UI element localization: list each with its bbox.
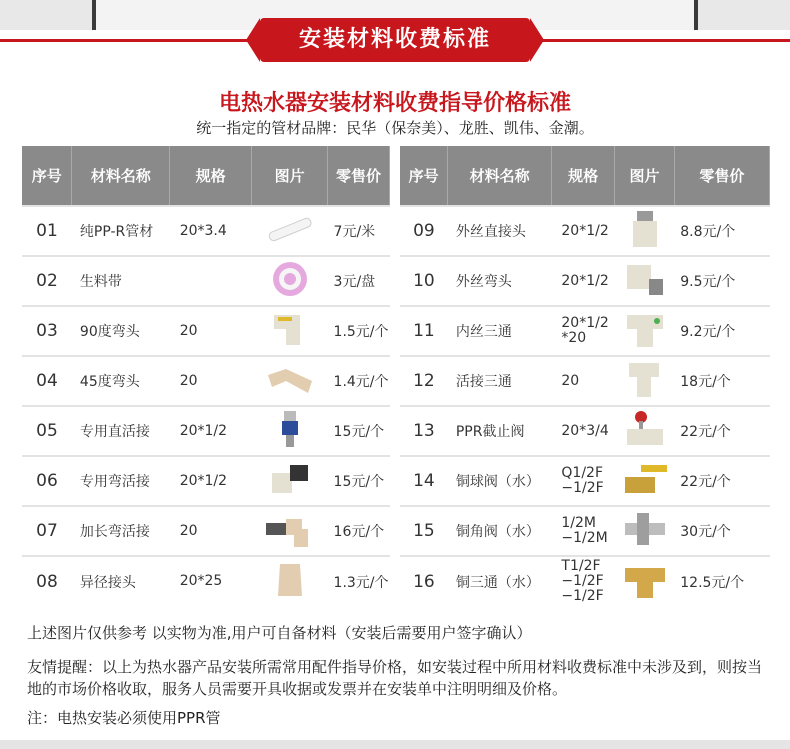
material-picture <box>615 456 674 506</box>
material-picture <box>615 306 674 356</box>
table-row <box>400 206 770 256</box>
table-row <box>22 206 390 256</box>
header-name: 材料名称 <box>72 146 170 206</box>
material-spec: 20 <box>170 506 252 556</box>
table-row <box>400 406 770 456</box>
material-picture <box>252 256 328 306</box>
header-price: 零售价 <box>328 146 390 206</box>
material-picture <box>252 506 328 556</box>
reference-note: 上述图片仅供参考 以实物为准,用户可自备材料（安装后需要用户签字确认） <box>27 624 532 642</box>
retail-price: 7元/米 <box>328 206 390 256</box>
pipe-icon <box>264 209 316 249</box>
material-spec: 20*1/2 <box>170 406 252 456</box>
material-spec: Q1/2F −1/2F <box>551 456 614 506</box>
retail-price: 30元/个 <box>674 506 769 556</box>
row-number: 10 <box>400 256 448 306</box>
header-price: 零售价 <box>674 146 769 206</box>
table-row <box>22 556 390 606</box>
brass-tee-icon <box>619 560 671 600</box>
retail-price: 22元/个 <box>674 456 769 506</box>
material-spec: 20*25 <box>170 556 252 606</box>
price-table-right <box>400 146 770 606</box>
row-number: 04 <box>22 356 72 406</box>
page-title: 电热水器安装材料收费指导价格标准 <box>218 91 571 116</box>
male-straight-icon <box>619 209 671 249</box>
material-spec: 20 <box>551 356 614 406</box>
retail-price: 1.3元/个 <box>328 556 390 606</box>
material-name: 外丝弯头 <box>448 256 552 306</box>
material-name: 45度弯头 <box>72 356 170 406</box>
retail-price: 18元/个 <box>674 356 769 406</box>
table-row <box>400 306 770 356</box>
material-picture <box>615 256 674 306</box>
row-number: 02 <box>22 256 72 306</box>
material-name: 加长弯活接 <box>72 506 170 556</box>
material-name: 异径接头 <box>72 556 170 606</box>
price-table-left <box>22 146 390 606</box>
row-number: 16 <box>400 556 448 606</box>
header-spec: 规格 <box>551 146 614 206</box>
material-picture <box>615 556 674 606</box>
row-number: 05 <box>22 406 72 456</box>
table-row <box>400 356 770 406</box>
retail-price: 9.2元/个 <box>674 306 769 356</box>
table-row <box>400 456 770 506</box>
tape-roll-icon <box>264 259 316 299</box>
row-number: 01 <box>22 206 72 256</box>
material-spec: 20 <box>170 306 252 356</box>
ball-valve-icon <box>619 459 671 499</box>
header-no: 序号 <box>400 146 448 206</box>
row-number: 11 <box>400 306 448 356</box>
reducer-icon <box>264 560 316 600</box>
material-spec: 1/2M −1/2M <box>551 506 614 556</box>
row-number: 08 <box>22 556 72 606</box>
angle-valve-icon <box>619 509 671 549</box>
table-row <box>22 406 390 456</box>
material-picture <box>252 306 328 356</box>
row-number: 06 <box>22 456 72 506</box>
section-banner: 安装材料收费标准 <box>260 18 530 62</box>
material-name: 铜球阀（水） <box>448 456 552 506</box>
material-name: 铜三通（水） <box>448 556 552 606</box>
table-row <box>22 456 390 506</box>
retail-price: 1.4元/个 <box>328 356 390 406</box>
brand-line: 统一指定的管材品牌：民华（保奈美）、龙胜、凯伟、金潮。 <box>196 119 594 137</box>
material-name: 纯PP-R管材 <box>72 206 170 256</box>
material-picture <box>615 356 674 406</box>
material-name: 铜角阀（水） <box>448 506 552 556</box>
table-row <box>22 356 390 406</box>
table-row <box>400 256 770 306</box>
reminder-note: 友情提醒：以上为热水器产品安装所需常用配件指导价格，如安装过程中所用材料收费标准中未涉及到，则按当地的市场价格收取，服务人员需要开具收据或发票并在安装单中注明明细及价格。 <box>27 658 763 698</box>
material-name: 专用弯活接 <box>72 456 170 506</box>
header-spec: 规格 <box>170 146 252 206</box>
material-picture <box>252 406 328 456</box>
elbow-union-icon <box>264 459 316 499</box>
table-row <box>22 506 390 556</box>
row-number: 03 <box>22 306 72 356</box>
retail-price: 3元/盘 <box>328 256 390 306</box>
retail-price: 1.5元/个 <box>328 306 390 356</box>
material-spec: 20 <box>170 356 252 406</box>
straight-union-icon <box>264 409 316 449</box>
row-number: 14 <box>400 456 448 506</box>
material-spec: 20*1/2 <box>551 256 614 306</box>
retail-price: 9.5元/个 <box>674 256 769 306</box>
male-elbow-icon <box>619 259 671 299</box>
material-name: 外丝直接头 <box>448 206 552 256</box>
ppr-note: 注：电热安装必须使用PPR管 <box>27 709 221 727</box>
row-number: 13 <box>400 406 448 456</box>
material-picture <box>615 406 674 456</box>
material-name: PPR截止阀 <box>448 406 552 456</box>
material-name: 生料带 <box>72 256 170 306</box>
material-name: 活接三通 <box>448 356 552 406</box>
table-row <box>22 306 390 356</box>
retail-price: 12.5元/个 <box>674 556 769 606</box>
material-spec <box>170 256 252 306</box>
header-picture: 图片 <box>615 146 674 206</box>
header-picture: 图片 <box>252 146 328 206</box>
material-spec: T1/2F −1/2F −1/2F <box>551 556 614 606</box>
stop-valve-icon <box>619 409 671 449</box>
retail-price: 22元/个 <box>674 406 769 456</box>
material-name: 90度弯头 <box>72 306 170 356</box>
table-row <box>400 506 770 556</box>
row-number: 12 <box>400 356 448 406</box>
row-number: 09 <box>400 206 448 256</box>
retail-price: 15元/个 <box>328 456 390 506</box>
material-spec: 20*1/2 <box>551 206 614 256</box>
female-tee-icon <box>619 309 671 349</box>
material-picture <box>615 506 674 556</box>
material-picture <box>252 456 328 506</box>
material-picture <box>252 356 328 406</box>
retail-price: 16元/个 <box>328 506 390 556</box>
elbow-45-icon <box>264 359 316 399</box>
union-tee-icon <box>619 359 671 399</box>
material-spec: 20*1/2 <box>170 456 252 506</box>
material-picture <box>252 206 328 256</box>
long-elbow-union-icon <box>264 509 316 549</box>
retail-price: 15元/个 <box>328 406 390 456</box>
material-picture <box>615 206 674 256</box>
header-name: 材料名称 <box>448 146 552 206</box>
row-number: 07 <box>22 506 72 556</box>
elbow-90-icon <box>264 309 316 349</box>
material-spec: 20*1/2 *20 <box>551 306 614 356</box>
material-name: 专用直活接 <box>72 406 170 456</box>
bottom-band <box>0 740 790 749</box>
table-row <box>400 556 770 606</box>
header-no: 序号 <box>22 146 72 206</box>
material-picture <box>252 556 328 606</box>
material-spec: 20*3/4 <box>551 406 614 456</box>
row-number: 15 <box>400 506 448 556</box>
material-name: 内丝三通 <box>448 306 552 356</box>
table-row <box>22 256 390 306</box>
retail-price: 8.8元/个 <box>674 206 769 256</box>
material-spec: 20*3.4 <box>170 206 252 256</box>
